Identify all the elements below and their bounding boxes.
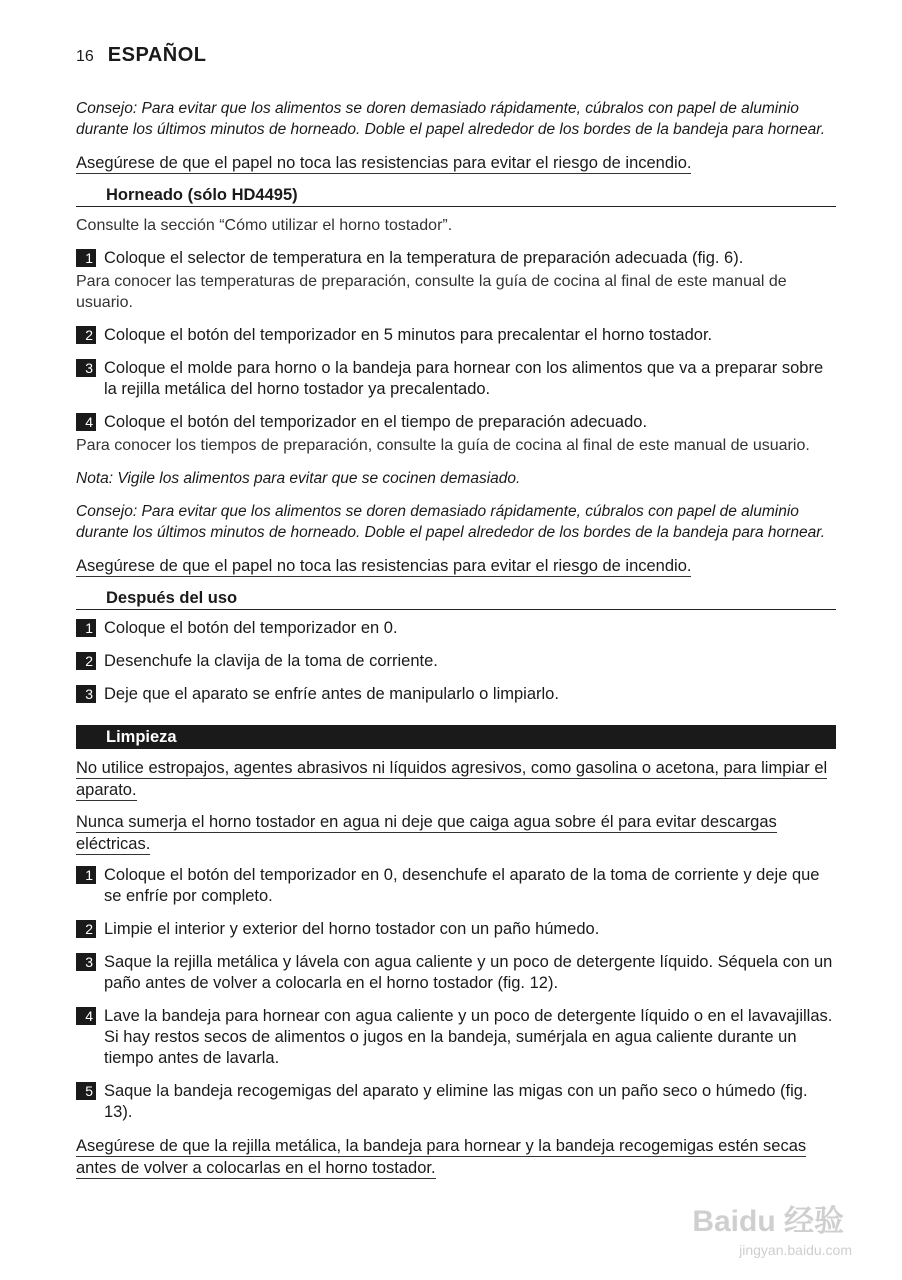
cleaning-warning-2: Nunca sumerja el horno tostador en agua ni deje que caiga agua sobre él para evitar descargas eléctricas. xyxy=(76,813,777,853)
after-use-heading: Después del uso xyxy=(76,587,836,610)
baking-step-4-note: Para conocer los tiempos de preparación, consulte la guía de cocina al final de este manual de usuario. xyxy=(76,437,810,454)
cleaning-step-4: 4 Lave la bandeja para hornear con agua caliente y un poco de detergente líquido o en el lavavajillas. Si hay restos secos de alimentos o jugos en la bandeja, sumérjala en agua caliente durante un tiempo antes de lavarla. xyxy=(76,1006,836,1069)
page-number: 16 xyxy=(76,48,94,65)
language-title: ESPAÑOL xyxy=(107,44,207,66)
page-header xyxy=(76,44,836,72)
baking-step-1: 1 Coloque el selector de temperatura en la temperatura de preparación adecuada (fig. 6). xyxy=(76,248,836,269)
baking-tip: Consejo: Para evitar que los alimentos se doren demasiado rápidamente, cúbralos con papel de aluminio durante los últimos minutos de horneado. Doble el papel alrededor de los bordes de la bandeja para hornear. xyxy=(76,503,826,541)
cleaning-heading: Limpieza xyxy=(76,725,836,749)
manual-page xyxy=(76,44,836,1189)
baking-note: Nota: Vigile los alimentos para evitar que se cocinen demasiado. xyxy=(76,470,521,487)
baking-heading: Horneado (sólo HD4495) xyxy=(76,184,836,207)
intro-tip: Consejo: Para evitar que los alimentos se doren demasiado rápidamente, cúbralos con papel de aluminio durante los últimos minutos de horneado. Doble el papel alrededor de los bordes de la bandeja para hornear. xyxy=(76,100,826,138)
cleaning-step-1: 1 Coloque el botón del temporizador en 0, desenchufe el aparato de la toma de corriente y deje que se enfríe por completo. xyxy=(76,865,836,907)
baking-step-3: 3 Coloque el molde para horno o la bandeja para hornear con los alimentos que va a preparar sobre la rejilla metálica del horno tostador ya precalentado. xyxy=(76,358,836,400)
baidu-watermark-url: jingyan.baidu.com xyxy=(739,1242,852,1258)
cleaning-warning-1: No utilice estropajos, agentes abrasivos ni líquidos agresivos, como gasolina o acetona, para limpiar el aparato. xyxy=(76,759,828,799)
cleaning-warning-3: Asegúrese de que la rejilla metálica, la bandeja para hornear y la bandeja recogemigas estén secas antes de volver a colocarlas en el horno tostador. xyxy=(76,1137,807,1177)
cleaning-step-2: 2 Limpie el interior y exterior del horno tostador con un paño húmedo. xyxy=(76,919,836,940)
cleaning-step-3: 3 Saque la rejilla metálica y lávela con agua caliente y un poco de detergente líquido. Séquela con un paño antes de volver a colocarla en el horno tostador (fig. 12). xyxy=(76,952,836,994)
after-use-step-3: 3 Deje que el aparato se enfríe antes de manipularlo o limpiarlo. xyxy=(76,684,836,705)
baking-step-1-note: Para conocer las temperaturas de preparación, consulte la guía de cocina al final de este manual de usuario. xyxy=(76,273,787,311)
cleaning-step-5: 5 Saque la bandeja recogemigas del aparato y elimine las migas con un paño seco o húmedo (fig. 13). xyxy=(76,1081,836,1123)
after-use-step-1: 1 Coloque el botón del temporizador en 0. xyxy=(76,618,836,639)
baking-warning: Asegúrese de que el papel no toca las resistencias para evitar el riesgo de incendio. xyxy=(76,557,692,575)
intro-warning: Asegúrese de que el papel no toca las resistencias para evitar el riesgo de incendio. xyxy=(76,154,692,172)
baking-step-4: 4 Coloque el botón del temporizador en el tiempo de preparación adecuado. xyxy=(76,412,836,433)
baking-step-2: 2 Coloque el botón del temporizador en 5 minutos para precalentar el horno tostador. xyxy=(76,325,836,346)
baking-reference: Consulte la sección “Cómo utilizar el horno tostador”. xyxy=(76,217,453,234)
baidu-watermark-logo: Baidu 经验 xyxy=(692,1205,844,1238)
after-use-step-2: 2 Desenchufe la clavija de la toma de corriente. xyxy=(76,651,836,672)
